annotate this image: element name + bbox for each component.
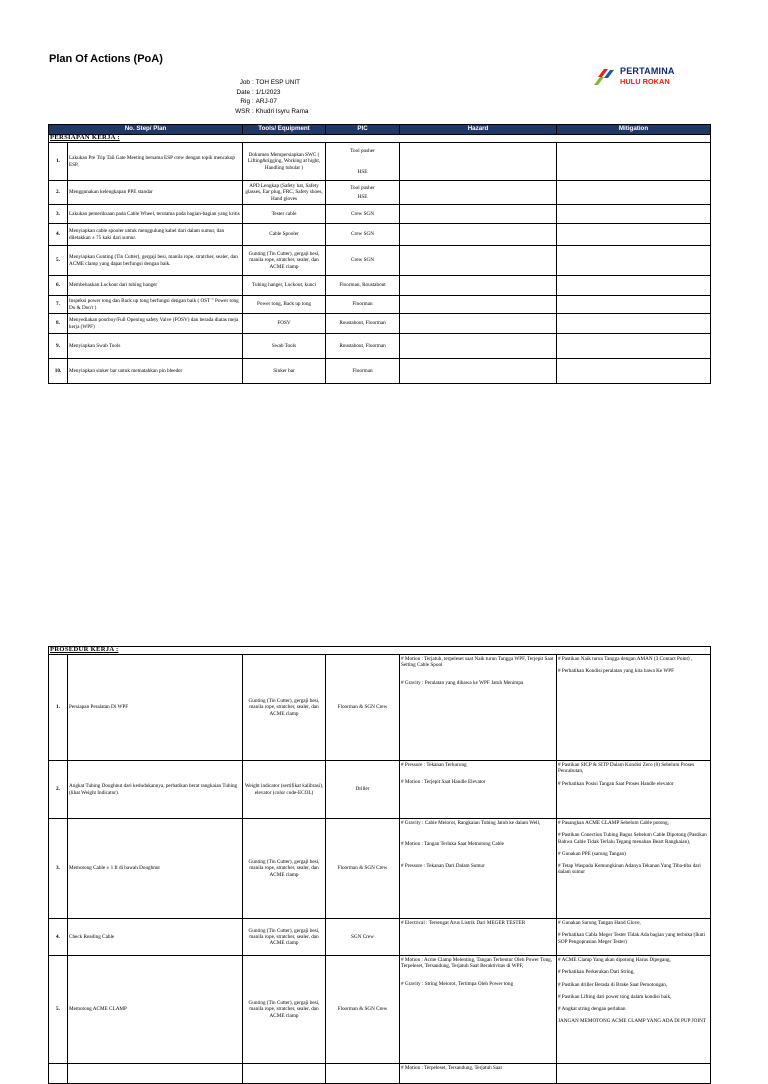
logo-line2: HULU ROKAN — [620, 77, 670, 86]
mitigation-item: # Tetap Waspada Kemungkinan Adanya Tekanan Yang Tiba-tiba dari dalam sumur — [558, 863, 701, 876]
step-description: Lakukan pemeriksaan pada Cable Wheel, terutama pada bagian-bagian yang kritis — [68, 205, 243, 224]
pic-cell — [326, 246, 400, 276]
step-description: Memotong ACME CLAMP — [68, 956, 243, 1064]
pic-name: Crew SGN — [351, 210, 374, 217]
hazard-item: # Motion : Tangan Terluka Saat Memotong Cable — [401, 841, 504, 848]
header-step: No. Step/ Plan — [49, 125, 243, 135]
mitigation-item: # Pastikan Lifting dari power tong dalam kondisi baik, — [558, 993, 672, 1000]
mitigation-cell — [557, 1064, 711, 1084]
hazard-item: # Motion : Terjatuh, terpeleset saat Naik turun Tangga WPF, Terjepit Saat Setting Cable Spool — [401, 656, 554, 669]
table-row — [49, 359, 711, 384]
step-number: 7. — [49, 296, 68, 314]
step-number: 9. — [49, 334, 68, 359]
tools-cell — [243, 1064, 326, 1084]
step-description: Check Reading Cable — [68, 919, 243, 956]
step-number: 3. — [49, 819, 68, 919]
step-description: Menggunakan kelengkapan PPE standar — [68, 181, 243, 205]
step-description: Lakukan Pre Trip Tail Gate Meeting bersama ESP crew dengan topik mencakup ESP, — [68, 143, 243, 181]
pic-cell — [326, 334, 400, 359]
meta-wsr: WSR : Khudri Isyru Rama — [222, 107, 308, 117]
hazard-cell — [400, 1064, 557, 1084]
hazard-item: # Gravity : String Melorot, Tertimpa Oleh Power tong — [401, 980, 514, 987]
tools-cell: Dokumen Mempersiapkan SWC ( Lifting&rigging, Working at hight, Handling tubular ) — [243, 143, 326, 181]
step-number — [49, 1064, 68, 1084]
step-description: Membebaskan Lockout dari tubing hanger — [68, 276, 243, 296]
table-row — [49, 276, 711, 296]
hazard-cell — [400, 334, 557, 359]
step-number: 2. — [49, 181, 68, 205]
table-row — [49, 246, 711, 276]
mitigation-item: # Angkat string dengan perlahan — [558, 1006, 626, 1013]
table-row — [49, 819, 711, 919]
meta-rig: Rig : ARJ-07 — [222, 97, 308, 107]
mitigation-item: # Pastikan Conection Tubing Bagus Sebelum Cable Dipotong (Pastikan Bahwa Cable Tidak Terlalu Tegang menahan Beart Rangkaian), — [558, 832, 707, 845]
tools-cell: Gunting (Tin Cutter), gergaji besi, manila rope, stratcher, sealer, dan ACME clamp — [243, 919, 326, 956]
hazard-cell — [400, 314, 557, 334]
pic-cell — [326, 143, 400, 181]
tools-cell: Tester cable — [243, 205, 326, 224]
step-number: 1. — [49, 143, 68, 181]
pic-cell: SGN Crew — [326, 919, 400, 956]
mitigation-cell — [557, 143, 711, 181]
section-title: PROSEDUR KERJA : — [49, 647, 711, 655]
meta-date: Date : 1/1/2023 — [222, 88, 308, 98]
mitigation-item: # Perhatikan Perkerakan Dari String, — [558, 969, 635, 976]
tools-cell: Gunting (Tin Cutter), gergaji besi, manila rope, stratcher, sealer, dan ACME clamp — [243, 956, 326, 1064]
header-hazard: Hazard — [400, 125, 557, 135]
mitigation-item — [558, 1064, 709, 1065]
step-description: Menyiapkan cable spooler untuk menggulung kabel dari dalam sumur, dan diletakkan ± 75 kaki dari sumur. — [68, 224, 243, 246]
tools-cell: Tubing hanger, Lockout, kunci — [243, 276, 326, 296]
pic-cell — [326, 359, 400, 384]
mitigation-item: # Perhatikan Kondisi peralatan yang kita bawa Ke WPF — [558, 668, 675, 675]
mitigation-cell — [557, 205, 711, 224]
tools-cell: Weight indicator (sertifikat kalibrasi), elevator (color code-ECOL) — [243, 761, 326, 819]
pic-cell: Driller — [326, 761, 400, 819]
prosedur-table — [48, 646, 711, 1084]
hazard-cell — [400, 143, 557, 181]
mitigation-cell — [557, 956, 711, 1064]
table-row — [49, 224, 711, 246]
mitigation-item: # Perhatikan Posisi Tangan Saat Proses Handle elevator — [558, 780, 674, 787]
hazard-cell — [400, 181, 557, 205]
tools-cell: Power tong, Back up tong — [243, 296, 326, 314]
pic-name: Crew SGN — [351, 231, 374, 238]
pic-cell — [326, 296, 400, 314]
logo-line1: PERTAMINA — [620, 66, 675, 76]
hazard-cell — [400, 761, 557, 819]
header-mitigation: Mitigation — [557, 125, 711, 135]
mitigation-cell — [557, 334, 711, 359]
step-description: Menyiapkan sinker bar untuk mematahkan pin bleeder — [68, 359, 243, 384]
meta-key: Job — [239, 79, 250, 86]
tools-cell: Sinker bar — [243, 359, 326, 384]
meta-key: Rig — [240, 98, 250, 106]
pic-name-secondary: HSE — [357, 168, 368, 175]
mitigation-cell — [557, 761, 711, 819]
step-number: 10. — [49, 359, 68, 384]
hazard-item: # Gravity : Peralatan yang dibawa ke WPF Jatuh Menimpa — [401, 679, 524, 686]
table-row — [49, 956, 711, 1064]
step-number: 5. — [49, 956, 68, 1064]
hazard-cell — [400, 276, 557, 296]
mitigation-item: # Pastikan Naik turun Tangga dengan AMAN (3 Contact Point) , — [558, 656, 693, 662]
table-header-row — [49, 125, 711, 135]
mitigation-item: # Pastikan SICP & SITP Dalam Kondisi Zero (0) Sebelum Proses Pencabutan, — [558, 762, 695, 775]
table-row — [49, 1064, 711, 1084]
hazard-cell — [400, 819, 557, 919]
meta-key: Date — [236, 88, 250, 96]
tools-cell: Swab Tools — [243, 334, 326, 359]
pic-name: Floorman — [352, 301, 373, 308]
mitigation-item: # Perhatikan Cabla Meger Tester Tidak Ada bagian yang terbuka (Ikuti SOP Pengoprasian Meger Tester) — [558, 932, 706, 945]
hazard-cell — [400, 224, 557, 246]
section-title: PERSIAPAN KERJA : — [49, 135, 711, 143]
mitigation-cell — [557, 359, 711, 384]
table-row — [49, 655, 711, 761]
mitigation-cell — [557, 276, 711, 296]
table-row — [49, 314, 711, 334]
persiapan-table — [48, 124, 711, 384]
tools-cell: Gunting (Tin Cutter), gergaji besi, manila rope, stratcher, sealer, dan ACME clamp — [243, 246, 326, 276]
section-title-row — [49, 647, 711, 655]
meta-key: WSR — [235, 107, 250, 115]
meta-value: ARJ-07 — [255, 98, 277, 106]
section-title-row — [49, 135, 711, 143]
meta-job: Job : TOH ESP UNIT — [222, 78, 308, 88]
tools-cell: Gunting (Tin Cutter), gergaji besi, manila rope, stratcher, sealer, dan ACME clamp — [243, 819, 326, 919]
meta-value: TOH ESP UNIT — [255, 79, 301, 86]
mitigation-item: # ACME Clamp Yang akan dipotong Harus Dipegang, — [558, 957, 671, 963]
tools-cell: FOSV — [243, 314, 326, 334]
pertamina-logo-icon — [592, 67, 618, 87]
step-description: Inspeksi power tong dan Back up tong berfungsi dengan baik ( OST " Power tong Do & Don't ) — [68, 296, 243, 314]
step-description: Memotong Cable ± 1 ft di bawah Doughnut — [68, 819, 243, 919]
pic-name: Tool pusher — [350, 148, 375, 155]
table-row — [49, 143, 711, 181]
step-description: Menyiapkan Gunting (Tin Cutter), gergaji besi, manila rope, stratcher, sealer, dan ACME clamp yang dapat berfungsi dengan baik. — [68, 246, 243, 276]
header-tools: Tools/ Equipment — [243, 125, 326, 135]
pic-cell — [326, 181, 400, 205]
hazard-cell — [400, 359, 557, 384]
table-row — [49, 296, 711, 314]
pic-name: Roustabout, Floorman — [339, 320, 386, 327]
hazard-item: # Motion : Terjepit Saat Handle Elevator — [401, 779, 486, 786]
mitigation-cell — [557, 246, 711, 276]
hazard-cell — [400, 919, 557, 956]
pic-name: Crew SGN — [351, 257, 374, 264]
mitigation-item: # Gunakan Sarung Tangan Hand Glove, — [558, 920, 641, 926]
pic-cell: Floorman & SGN Crew — [326, 819, 400, 919]
table-row — [49, 919, 711, 956]
step-number: 6. — [49, 276, 68, 296]
hazard-cell — [400, 205, 557, 224]
table-row — [49, 205, 711, 224]
pertamina-logo — [592, 66, 682, 88]
step-description — [68, 1064, 243, 1084]
mitigation-item: JANGAN MEMOTONG ACME CLAMP YANG ADA DI PUP JOINT — [558, 1018, 707, 1025]
pic-cell — [326, 314, 400, 334]
pic-name: Floorman — [352, 367, 373, 374]
mitigation-cell — [557, 224, 711, 246]
step-number: 4. — [49, 919, 68, 956]
mitigation-cell — [557, 819, 711, 919]
pic-cell: Floorman & SGN Crew — [326, 956, 400, 1064]
step-number: 4. — [49, 224, 68, 246]
mitigation-cell — [557, 655, 711, 761]
hazard-cell — [400, 296, 557, 314]
step-number: 3. — [49, 205, 68, 224]
tools-cell: Cable Spooler — [243, 224, 326, 246]
step-number: 1. — [49, 655, 68, 761]
table-row — [49, 761, 711, 819]
meta-value: Khudri Isyru Rama — [255, 107, 309, 115]
pic-name: Roustabout, Floorman — [339, 342, 386, 349]
step-description: Menyediakan poorboy/Full Opening safety Valve (FOSV) dan berada diatas meja kerja (WPF) — [68, 314, 243, 334]
tools-cell: Gunting (Tin Cutter), gergaji besi, manila rope, stratcher, sealer, dan ACME clamp — [243, 655, 326, 761]
hazard-item: # Motion : Acme Clamp Melenting, Tangan Terbentur Oleh Power Tong, Terpeleset, Tersandung, Terjatuh Saat Beraktivitas di WPF, — [401, 957, 553, 970]
mitigation-cell — [557, 919, 711, 956]
mitigation-cell — [557, 296, 711, 314]
hazard-cell — [400, 655, 557, 761]
hazard-item: # Motion : Terpeleset, Tersandung, Terjatuh Saat — [401, 1065, 502, 1071]
tools-cell: APD Lengkap (Safety hat, Safety glasses, Ear plug, FRC, Safety shoes, Hand gloves — [243, 181, 326, 205]
hazard-cell — [400, 246, 557, 276]
step-number: 2. — [49, 761, 68, 819]
pic-cell — [326, 1064, 400, 1084]
table-row — [49, 181, 711, 205]
mitigation-cell — [557, 314, 711, 334]
step-description: Persiapan Peralatan Di WPF — [68, 655, 243, 761]
step-description: Menyiapkan Swab Tools — [68, 334, 243, 359]
document-meta — [222, 78, 308, 116]
mitigation-item: # Pastikan driller Berada di Brake Saat Pemotongan, — [558, 981, 668, 988]
step-number: 8. — [49, 314, 68, 334]
pic-cell — [326, 276, 400, 296]
pic-cell: Floorman & SGN Crew — [326, 655, 400, 761]
pic-name: Floorman, Roustabout — [339, 282, 386, 289]
step-number: 5. — [49, 246, 68, 276]
mitigation-item: # Pasangkan ACME CLAMP Sebelum Cable potong, — [558, 820, 669, 826]
step-description: Angkat Tubing Doughnut dari kedudukannya, perhatikan berat rangkaian Tubing (lihat Weight Indicator). — [68, 761, 243, 819]
page-title: Plan Of Actions (PoA) — [49, 53, 163, 65]
header-pic: PIC — [326, 125, 400, 135]
pic-name-secondary: HSE — [357, 193, 368, 200]
table-row — [49, 334, 711, 359]
pic-cell — [326, 224, 400, 246]
pic-name: Tool pusher — [350, 185, 375, 192]
meta-value: 1/1/2023 — [255, 88, 281, 96]
hazard-item: # Pressure : Tekanan Terkurung — [401, 762, 467, 768]
hazard-cell — [400, 956, 557, 1064]
hazard-item: # Gravity : Cable Melorot, Rangkaian Tubing Jatuh ke dalam Well, — [401, 820, 541, 826]
hazard-item: # Electrical : Tersengat Arus Listrik Dari MEGER TESTER — [401, 920, 526, 926]
hazard-item: # Pressure : Tekanan Dari Dalam Sumur — [401, 862, 485, 869]
pic-cell — [326, 205, 400, 224]
mitigation-item: # Gunakan PPE (sarung Tangan) — [558, 850, 626, 857]
mitigation-cell — [557, 181, 711, 205]
